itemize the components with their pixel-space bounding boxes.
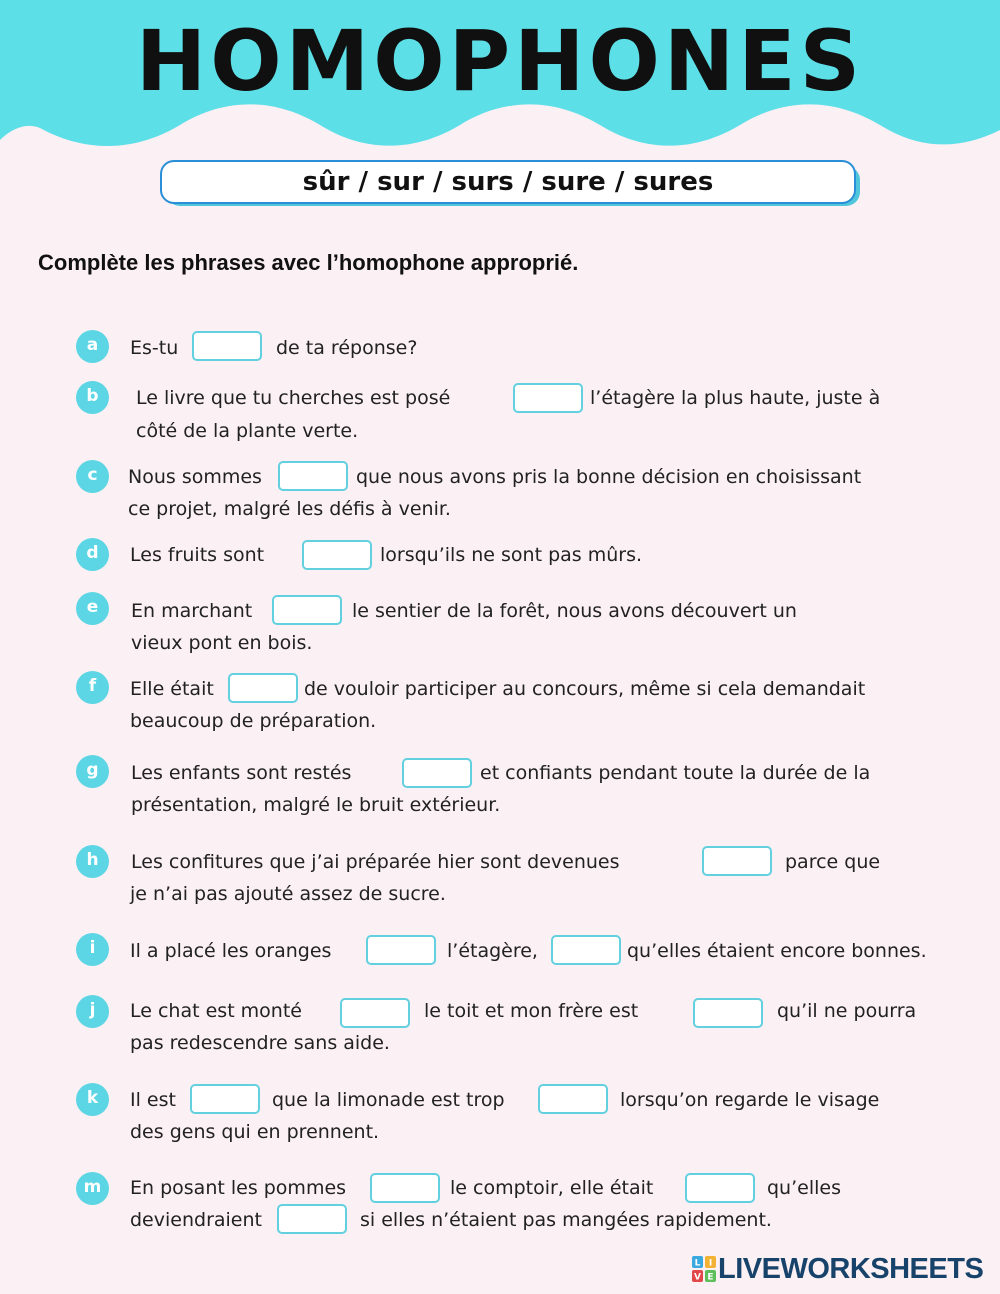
item-c-text-2: que nous avons pris la bonne décision en choisissant: [356, 466, 862, 488]
subtitle-banner: sûr / sur / surs / sure / sures: [160, 160, 856, 204]
liveworksheets-logo-icon: [692, 1256, 716, 1282]
item-j-blank-1[interactable]: [340, 998, 410, 1028]
item-badge-m: m: [76, 1172, 109, 1205]
item-i-text-3: qu’elles étaient encore bonnes.: [627, 940, 927, 962]
item-e-text-2: le sentier de la forêt, nous avons découvert un: [352, 600, 797, 622]
item-badge-f: f: [76, 671, 109, 704]
item-badge-k: k: [76, 1083, 109, 1116]
item-k-text-3: lorsqu’on regarde le visage: [620, 1089, 880, 1111]
item-j-text-2: le toit et mon frère est: [424, 1000, 639, 1022]
instruction-text: Complète les phrases avec l’homophone approprié.: [38, 250, 579, 275]
logo-mark-letter: E: [707, 1272, 714, 1282]
item-h-text-3: je n’ai pas ajouté assez de sucre.: [130, 883, 446, 905]
item-badge-d: d: [76, 538, 109, 571]
item-j-text-4: pas redescendre sans aide.: [130, 1032, 390, 1054]
item-b-text-1: Le livre que tu cherches est posé: [136, 387, 451, 409]
item-badge-e: e: [76, 592, 109, 625]
item-f-text-2: de vouloir participer au concours, même si cela demandait: [304, 678, 866, 700]
item-m-text-5: si elles n’étaient pas mangées rapidement.: [360, 1209, 772, 1231]
item-m-text-2: le comptoir, elle était: [450, 1177, 654, 1199]
item-a-text-2: de ta réponse?: [276, 337, 418, 359]
item-k-text-2: que la limonade est trop: [272, 1089, 505, 1111]
item-badge-h: h: [76, 845, 109, 878]
item-e-text-1: En marchant: [131, 600, 253, 622]
item-k-text-4: des gens qui en prennent.: [130, 1121, 380, 1143]
item-e-blank-1[interactable]: [272, 595, 342, 625]
item-f-text-3: beaucoup de préparation.: [130, 710, 377, 732]
item-g-text-1: Les enfants sont restés: [131, 762, 352, 784]
item-m-text-3: qu’elles: [767, 1177, 841, 1199]
item-i-blank-2[interactable]: [551, 935, 621, 965]
logo-mark-letter: I: [708, 1258, 713, 1269]
item-i-text-2: l’étagère,: [447, 940, 538, 962]
item-j-text-1: Le chat est monté: [130, 1000, 302, 1022]
logo-mark-letter: V: [694, 1272, 701, 1282]
item-k-text-1: Il est: [130, 1089, 176, 1111]
item-d-blank-1[interactable]: [302, 540, 372, 570]
item-m-blank-3[interactable]: [277, 1204, 347, 1234]
item-badge-c: c: [76, 460, 109, 493]
item-badge-b: b: [76, 381, 109, 414]
item-b-blank-1[interactable]: [513, 383, 583, 413]
item-c-text-3: ce projet, malgré les défis à venir.: [128, 498, 451, 520]
item-j-text-3: qu’il ne pourra: [777, 1000, 917, 1022]
item-e-text-3: vieux pont en bois.: [131, 632, 313, 654]
item-j-blank-2[interactable]: [693, 998, 763, 1028]
item-a-text-1: Es-tu: [130, 337, 179, 359]
item-i-blank-1[interactable]: [366, 935, 436, 965]
item-badge-j: j: [76, 995, 109, 1028]
item-badge-i: i: [76, 933, 109, 966]
logo-mark-letter: L: [694, 1258, 701, 1269]
item-m-blank-2[interactable]: [685, 1173, 755, 1203]
item-b-text-2: l’étagère la plus haute, juste à: [590, 387, 881, 409]
item-b-text-3: côté de la plante verte.: [136, 420, 359, 442]
item-h-text-1: Les confitures que j’ai préparée hier sont devenues: [131, 851, 620, 873]
item-m-blank-1[interactable]: [370, 1173, 440, 1203]
item-c-blank-1[interactable]: [278, 461, 348, 491]
item-badge-g: g: [76, 755, 109, 788]
item-m-text-4: deviendraient: [130, 1209, 262, 1231]
item-d-text-2: lorsqu’ils ne sont pas mûrs.: [380, 544, 643, 566]
item-h-blank-1[interactable]: [702, 846, 772, 876]
page-title: HOMOPHONES: [135, 12, 865, 110]
item-k-blank-2[interactable]: [538, 1084, 608, 1114]
item-c-text-1: Nous sommes: [128, 466, 262, 488]
item-k-blank-1[interactable]: [190, 1084, 260, 1114]
liveworksheets-logo-text: LIVEWORKSHEETS: [718, 1253, 984, 1285]
item-g-blank-1[interactable]: [402, 758, 472, 788]
item-f-blank-1[interactable]: [228, 673, 298, 703]
item-d-text-1: Les fruits sont: [130, 544, 265, 566]
item-f-text-1: Elle était: [130, 678, 214, 700]
item-m-text-1: En posant les pommes: [130, 1177, 347, 1199]
item-h-text-2: parce que: [785, 851, 881, 873]
item-g-text-3: présentation, malgré le bruit extérieur.: [131, 794, 501, 816]
item-badge-a: a: [76, 330, 109, 363]
item-a-blank-1[interactable]: [192, 331, 262, 361]
item-i-text-1: Il a placé les oranges: [130, 940, 332, 962]
item-g-text-2: et confiants pendant toute la durée de la: [480, 762, 871, 784]
